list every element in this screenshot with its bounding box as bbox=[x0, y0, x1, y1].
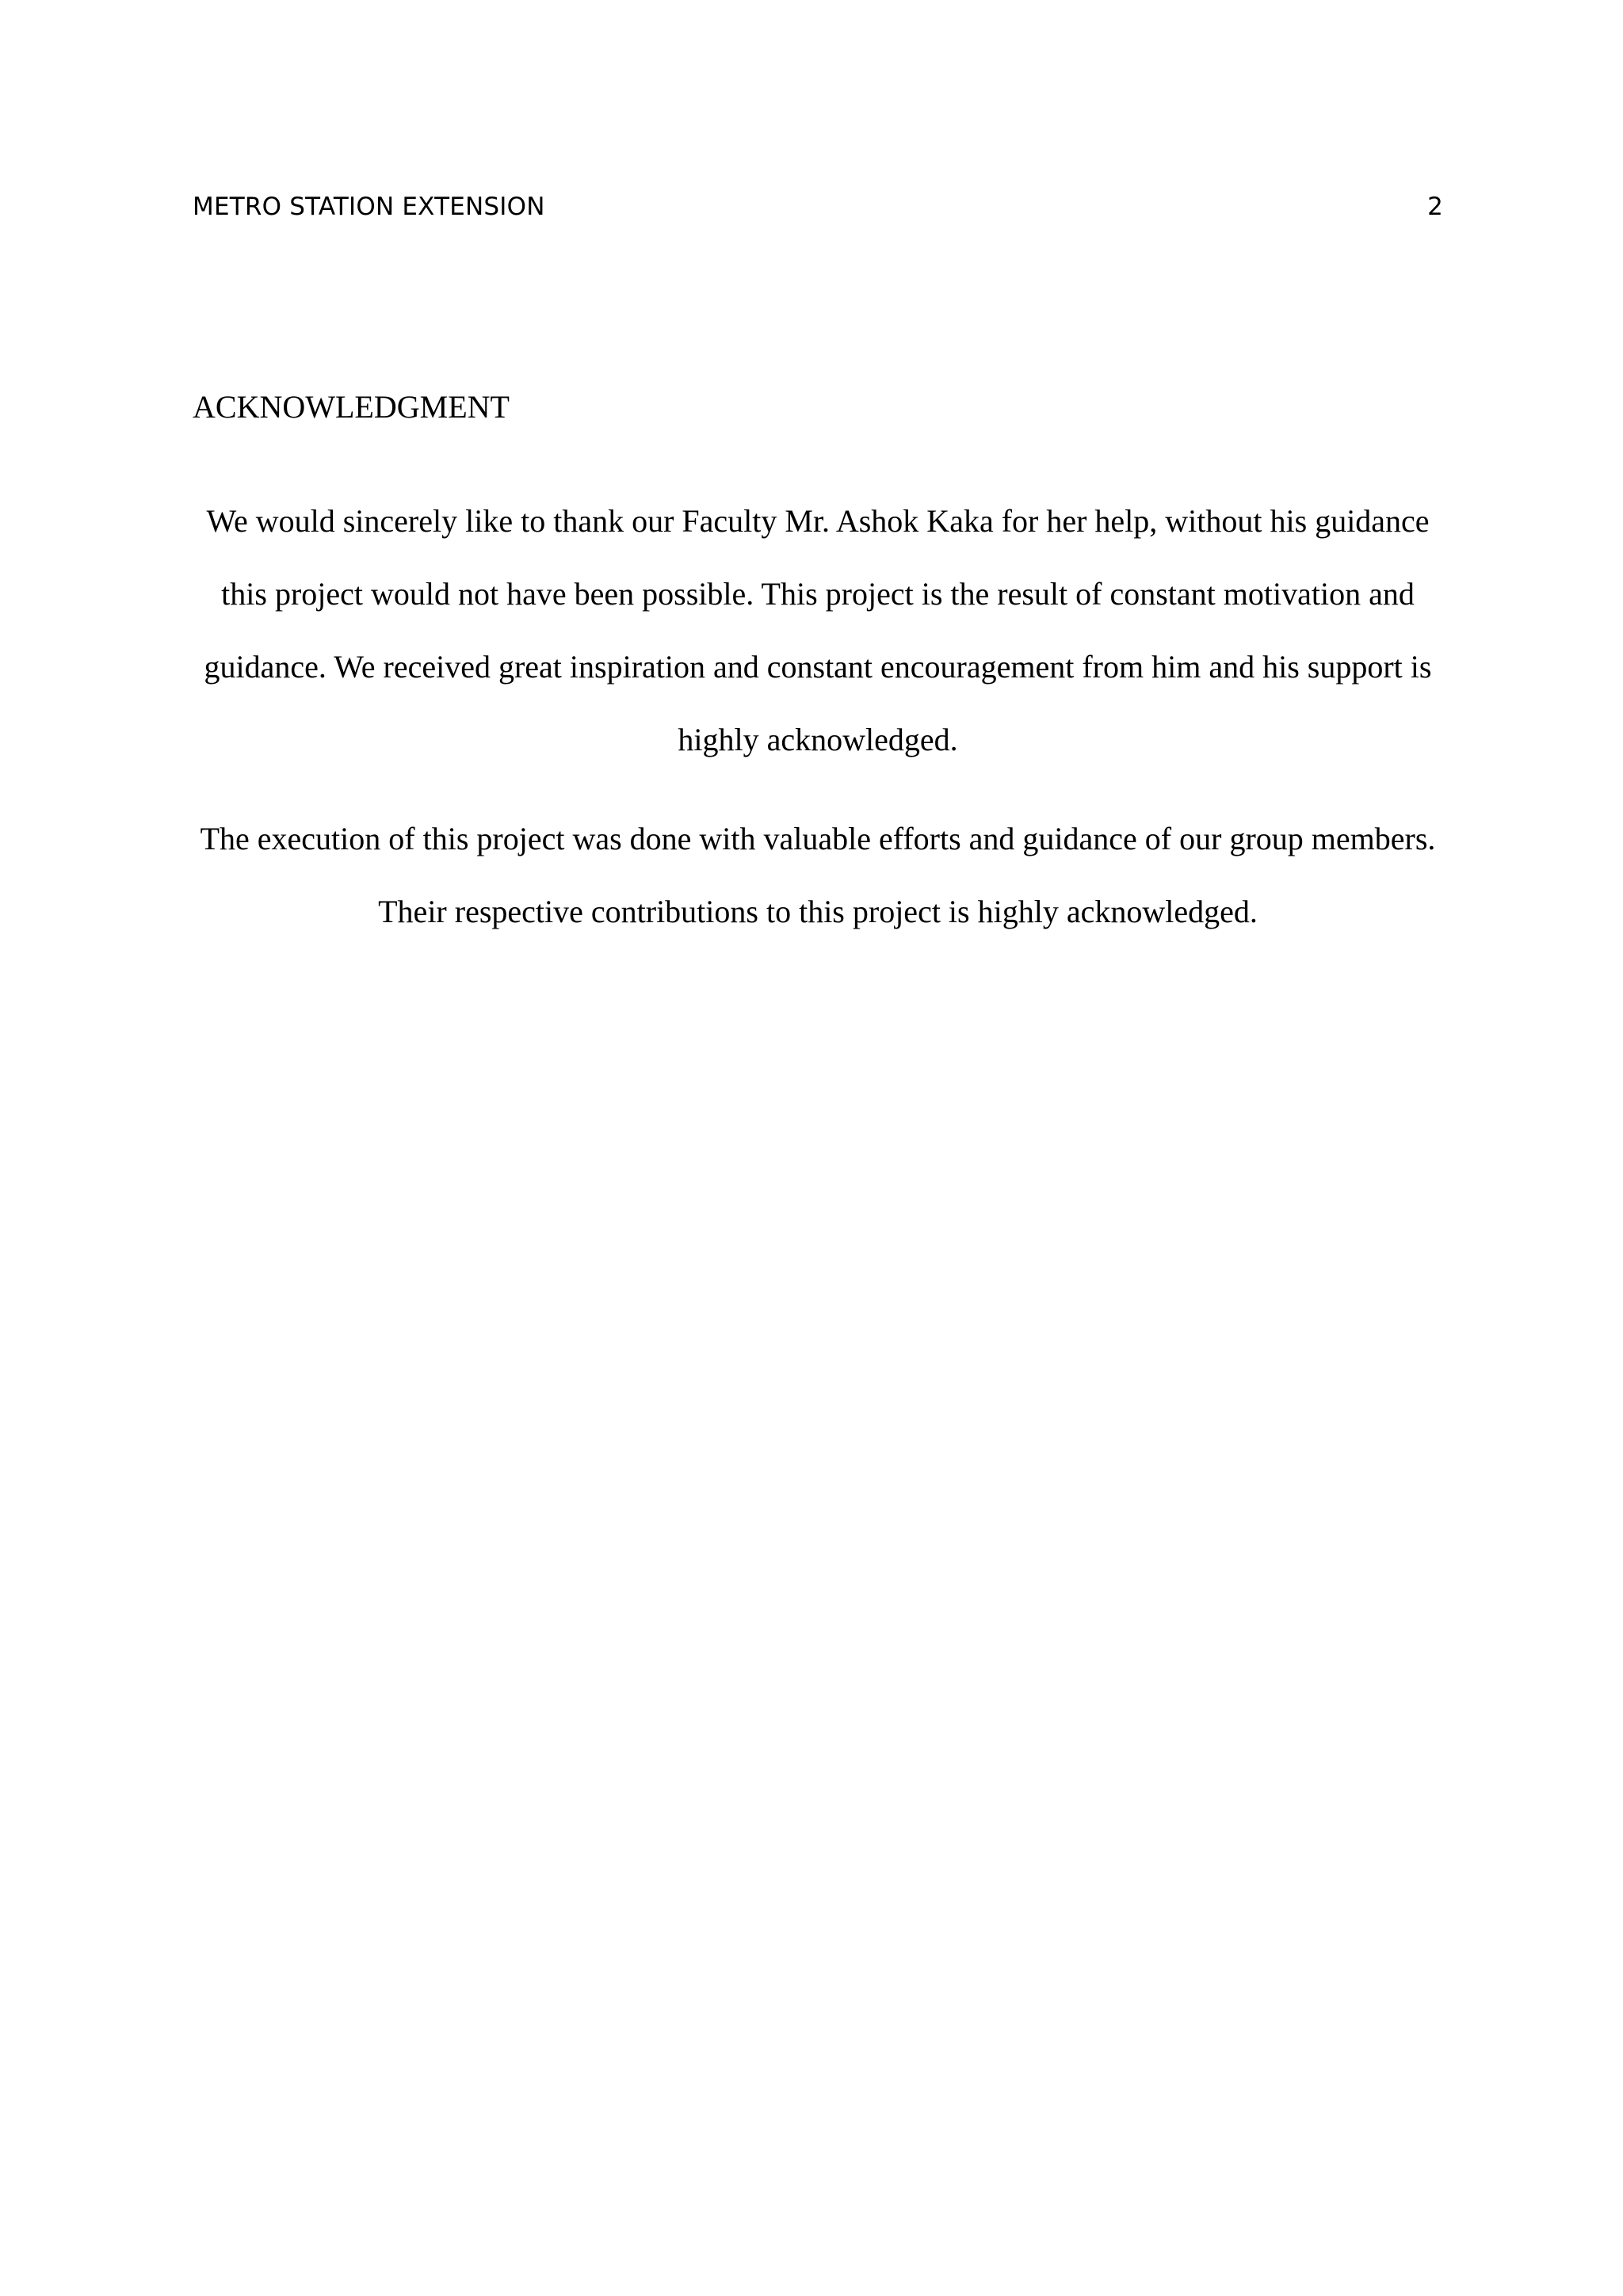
page-number: 2 bbox=[1427, 193, 1443, 221]
paragraph: We would sincerely like to thank our Faculty Mr. Ashok Kaka for her help, without his guidance this project would not have been possible. This project is the result of constant motivation and guidance. We received great inspiration and constant encouragement from him and his support is highly acknowledged. bbox=[204, 503, 1432, 757]
running-head bbox=[193, 193, 1443, 221]
paragraph: The execution of this project was done with valuable efforts and guidance of our group members. Their respective contributions to this project is highly acknowledged. bbox=[200, 821, 1436, 929]
body-text bbox=[186, 485, 1449, 974]
running-head-title: METRO STATION EXTENSION bbox=[193, 193, 545, 221]
section-heading: ACKNOWLEDGMENT bbox=[193, 389, 510, 425]
